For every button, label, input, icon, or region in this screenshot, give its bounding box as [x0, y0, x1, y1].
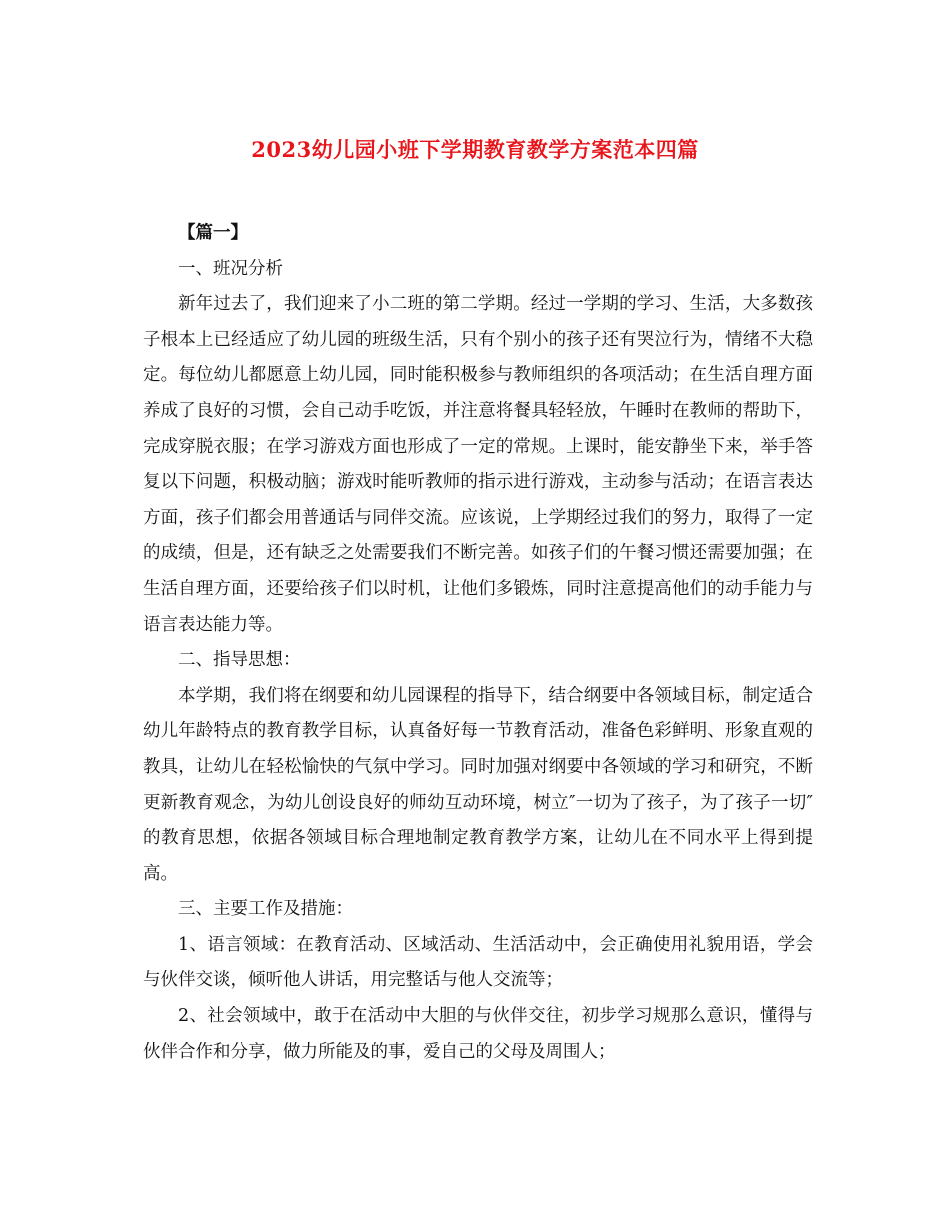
section-heading-main-work: 三、主要工作及措施： [178, 899, 353, 920]
section-heading-class-analysis: 一、班况分析 [178, 258, 283, 279]
paragraph-class-analysis: 新年过去了，我们迎来了小二班的第二学期。经过一学期的学习、生活，大多数孩子根本上已经适应了幼儿园的班级生活，只有个别小的孩子还有哭泣行为，情绪不大稳定。每位幼儿都愿意上幼儿园，同时能积极参与教师组织的各项活动；在生活自理方面养成了良好的习惯，会自己动手吃饭，并注意将餐具轻轻放，午睡时在教师的帮助下，完成穿脱衣服；在学习游戏方面也形成了一定的常规。上课时，能安静坐下来，举手答复以下问题，积极动脑；游戏时能听教师的指示进行游戏，主动参与活动；在语言表达方面，孩子们都会用普通话与同伴交流。应该说，上学期经过我们的努力，取得了一定的成绩，但是，还有缺乏之处需要我们不断完善。如孩子们的午餐习惯还需要加强；在生活自理方面，还要给孩子们以时机，让他们多锻炼，同时注意提高他们的动手能力与语言表达能力等。 [143, 294, 813, 635]
section-heading-guiding-ideas: 二、指导思想： [178, 650, 301, 671]
list-item-social: 2、社会领域中，敢于在活动中大胆的与伙伴交往，初步学习规那么意识，懂得与伙伴合作和分享，做力所能及的事，爱自己的父母及周围人； [143, 1006, 813, 1062]
paragraph-guiding-ideas: 本学期，我们将在纲要和幼儿园课程的指导下，结合纲要中各领域目标，制定适合幼儿年龄特点的教育教学目标，认真备好每一节教育活动，准备色彩鲜明、形象直观的教具，让幼儿在轻松愉快的气氛中学习。同时加强对纲要中各领域的学习和研究，不断更新教育观念，为幼儿创设良好的师幼互动环境，树立″一切为了孩子，为了孩子一切″的教育思想，依据各领域目标合理地制定教育教学方案，让幼儿在不同水平上得到提高。 [143, 685, 813, 884]
document-body [143, 216, 813, 1070]
document-title: 2023幼儿园小班下学期教育教学方案范本四篇 [251, 137, 699, 162]
chapter-heading: 【篇一】 [178, 223, 248, 243]
list-item-language: 1、语言领域：在教育活动、区域活动、生活活动中，会正确使用礼貌用语，学会与伙伴交谈，倾听他人讲话，用完整话与他人交流等； [143, 934, 813, 991]
